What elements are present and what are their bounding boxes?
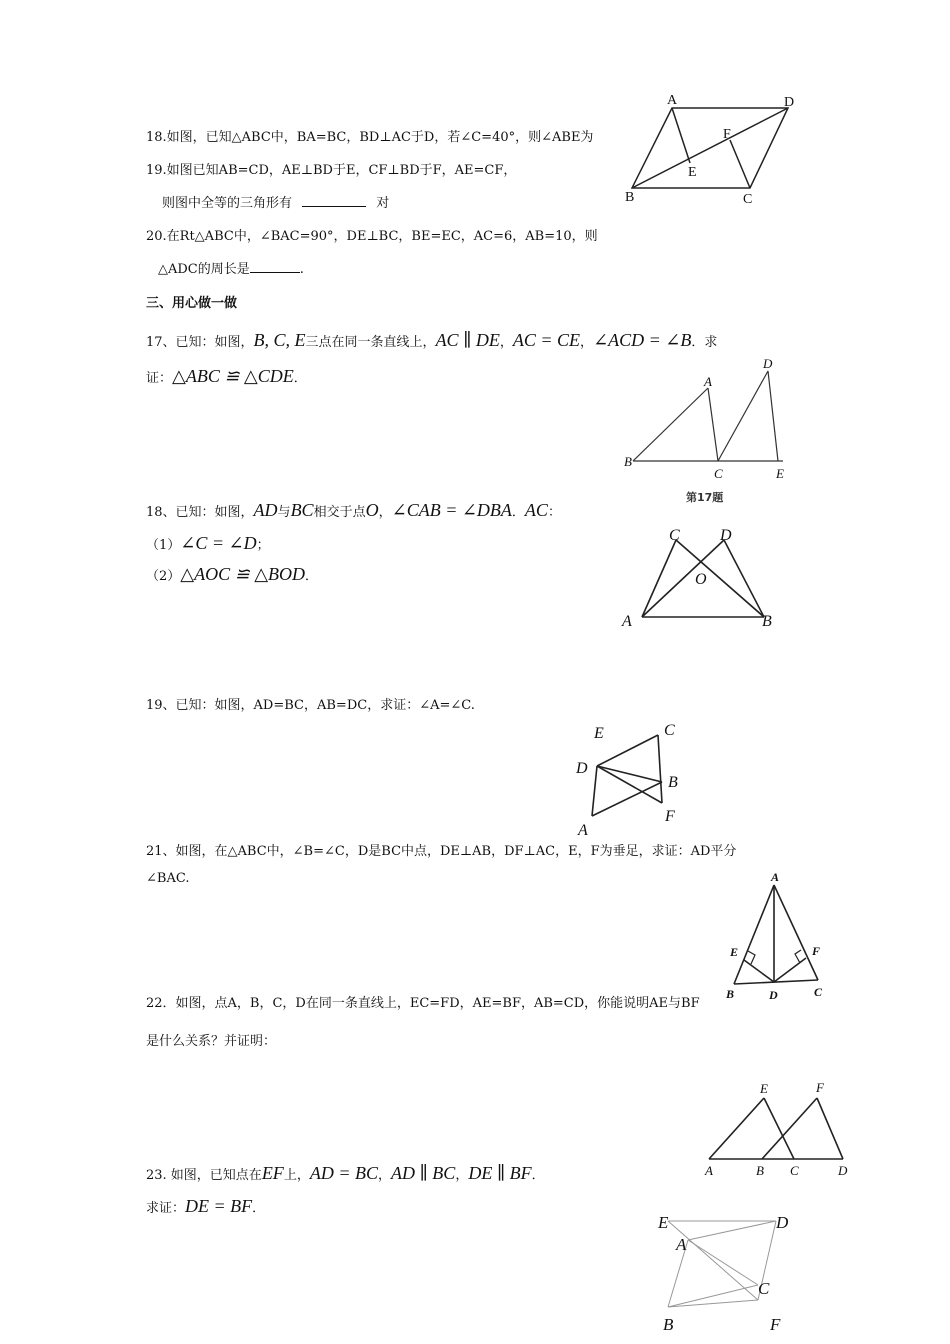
vertex-label: B	[726, 987, 735, 1001]
math-expr: DE ∥ BF	[468, 1163, 532, 1183]
vertex-label: C	[814, 985, 823, 999]
vertex-label: C	[743, 192, 753, 207]
figure-problem-18	[618, 520, 788, 640]
problem-22-line1: 22．如图，点A，B，C，D在同一条直线上，EC=FD，AE=BF，AB=CD，你能说明AE与BF	[146, 996, 700, 1011]
problem-18-text: 相交于点	[313, 505, 366, 520]
problem-23-line1: 23. 如图，已知点在EF上，AD = BC，AD ∥ BC，DE ∥ BF．	[146, 1163, 545, 1183]
vertex-label: E	[760, 1081, 768, 1096]
figure-problem-22	[700, 1075, 860, 1180]
part-number: （1）	[146, 538, 181, 553]
figure-parallelogram	[620, 90, 810, 210]
vertex-label: B	[663, 1315, 674, 1334]
question-20-line1: 20.在Rt△ABC中，∠BAC=90°，DE⊥BC，BE=EC，AC=6，AB=10，则	[146, 229, 598, 244]
figure-problem-21	[722, 868, 837, 1008]
problem-17-text: 17、已知：如图，	[146, 335, 254, 350]
math-expr: ∠C = ∠D	[180, 533, 257, 553]
vertex-label: C	[664, 722, 675, 739]
vertex-label: E	[730, 945, 739, 959]
question-19-text: 则图中全等的三角形有	[162, 196, 293, 211]
math-expr: BC	[290, 500, 314, 520]
math-expr: O	[365, 500, 379, 520]
vertex-label: E	[776, 466, 784, 481]
vertex-label: A	[676, 1235, 687, 1254]
problem-17-text: 求	[704, 335, 718, 350]
math-expr: △AOC ≌ △BOD	[180, 564, 306, 584]
vertex-label: A	[667, 93, 678, 108]
vertex-label: A	[705, 1163, 713, 1178]
vertex-label: B	[625, 190, 635, 205]
math-expr: B, C, E	[253, 330, 306, 350]
problem-21-line1: 21、如图，在△ABC中，∠B=∠C，D是BC中点，DE⊥AB，DF⊥AC，E，F为垂足，求证：AD平分	[146, 844, 737, 859]
vertex-label: B	[756, 1163, 764, 1178]
vertex-label: A	[704, 374, 712, 389]
problem-18-part1: （1）∠C = ∠D；	[146, 533, 270, 553]
problem-21-line2: ∠BAC.	[146, 871, 190, 886]
vertex-label: O	[695, 571, 707, 588]
question-19-line1: 19.如图已知AB=CD，AE⊥BD于E，CF⊥BD于F，AE=CF，	[146, 163, 517, 178]
figure-problem-23	[648, 1200, 798, 1340]
vertex-label: F	[770, 1315, 781, 1334]
vertex-label: C	[669, 527, 680, 544]
problem-17-line1: 17、已知：如图，B, C, E三点在同一条直线上，AC ∥ DE，AC = CE，∠ACD = ∠B．求	[146, 330, 718, 350]
math-expr: AD ∥ BC	[391, 1163, 456, 1183]
vertex-label: F	[723, 127, 731, 142]
vertex-label: B	[762, 613, 772, 630]
problem-18-line1: 18、已知：如图，AD与BC相交于点O，∠CAB = ∠DBA．AC：	[146, 500, 561, 520]
math-expr: DE = BF	[185, 1196, 253, 1216]
problem-22-line2: 是什么关系？并证明：	[146, 1034, 277, 1049]
figure-problem-17	[618, 355, 798, 505]
math-expr: △ABC ≌ △CDE	[172, 366, 294, 386]
vertex-label: E	[658, 1213, 669, 1232]
question-19-suffix: 对	[376, 196, 390, 211]
vertex-label: C	[790, 1163, 799, 1178]
math-expr: AD = BC	[309, 1163, 378, 1183]
vertex-label: F	[816, 1080, 824, 1095]
math-expr: AC	[524, 500, 548, 520]
question-20-text: △ADC的周长是	[158, 262, 250, 277]
vertex-label: E	[594, 725, 604, 742]
vertex-label: D	[838, 1163, 848, 1178]
problem-23-line2: 求证：DE = BF．	[146, 1196, 266, 1216]
vertex-label: E	[688, 165, 697, 180]
problem-17-text: 证：	[146, 371, 173, 386]
answer-blank[interactable]	[250, 272, 300, 273]
problem-19-text: 19、已知：如图，AD=BC，AB=DC，求证：∠A=∠C.	[146, 698, 475, 713]
problem-18-text: 与	[277, 505, 291, 520]
problem-23-text: 求证：	[146, 1201, 186, 1216]
part-number: （2）	[146, 569, 181, 584]
problem-23-text: 上，	[283, 1168, 310, 1183]
problem-23-text: 23. 如图，已知点在	[146, 1168, 262, 1183]
problem-17-text: 三点在同一条直线上，	[305, 335, 436, 350]
vertex-label: D	[720, 527, 732, 544]
vertex-label: F	[665, 808, 675, 825]
question-18-text: 18.如图，已知△ABC中，BA=BC，BD⊥AC于D，若∠C=40°，则∠ABE为	[146, 130, 594, 145]
figure-caption: 第17题	[686, 491, 724, 504]
math-expr: ∠ACD = ∠B	[593, 330, 692, 350]
vertex-label: D	[769, 988, 778, 1002]
vertex-label: A	[578, 822, 588, 839]
vertex-label: C	[758, 1279, 770, 1298]
vertex-label: D	[784, 95, 795, 110]
math-expr: EF	[261, 1163, 284, 1183]
math-expr: AC ∥ DE	[435, 330, 500, 350]
math-expr: AC = CE	[512, 330, 581, 350]
question-19-line2	[162, 196, 389, 212]
problem-17-line2: 证：△ABC ≌ △CDE．	[146, 366, 307, 386]
vertex-label: A	[622, 613, 632, 630]
vertex-label: B	[624, 454, 632, 469]
vertex-label: F	[812, 944, 821, 958]
vertex-label: C	[714, 466, 723, 481]
vertex-label: B	[668, 774, 678, 791]
answer-blank[interactable]	[302, 206, 366, 207]
vertex-label: A	[771, 870, 780, 884]
vertex-label: D	[576, 760, 588, 777]
math-expr: AD	[253, 500, 278, 520]
problem-18-text: 18、已知：如图，	[146, 505, 254, 520]
vertex-label: D	[763, 356, 773, 371]
problem-18-part2: （2）△AOC ≌ △BOD．	[146, 564, 319, 584]
question-20-line2	[158, 262, 304, 278]
question-20-suffix: .	[299, 262, 304, 277]
section-title: 三、用心做一做	[146, 296, 238, 311]
math-expr: ∠CAB = ∠DBA	[391, 500, 512, 520]
figure-problem-19	[570, 715, 700, 845]
vertex-label: D	[776, 1213, 789, 1232]
